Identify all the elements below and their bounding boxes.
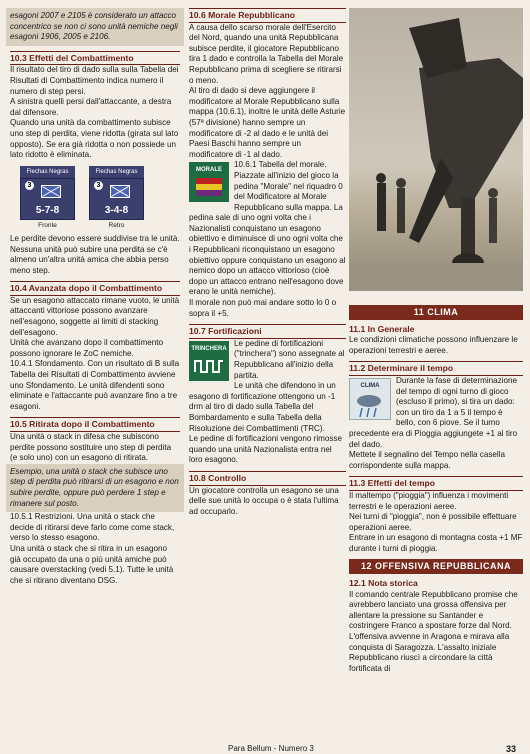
paragraph: 10.6.1 Tabella del morale. Piazzate all'inizio del gioco la pedina "Morale" nel riquadro 0 del Modificatore al Morale Repubblicano sulla mappa. La pedina sale di uno ogni volta che i Nazionalisti conquistano un esagono obiettivo e diminuisce di uno ogni volta che i Repubblicani riconquistano un esagono obiettivo oppure conquistano un esagono al nemico dopo un attacco vittorioso (cioè dopo un attacco entrano nell'esagono dove erano le unità nemiche).: [189, 160, 346, 297]
counter-caption: Fronte: [38, 222, 57, 230]
heading-11-1: 11.1 In Generale: [349, 323, 415, 334]
paragraph: Le unità che difendono in un esagono di fortificazione ottengono un -1 drm al tiro di dado sulla Tabella del Bombardamento e sulla Tabella della Risoluzione dei Combattimenti (TRC).: [189, 381, 336, 433]
paragraph: 10.5.1 Restrizioni. Una unità o stack che decide di ritirarsi deve farlo come come stack, verso lo stesso esagono.: [10, 512, 175, 543]
infantry-symbol-icon: [110, 185, 130, 198]
heading-10-3: 10.3 Effetti del Combattimento: [10, 51, 180, 66]
paragraph: Mettete il segnalino del Tempo nella casella corrispondente sulla mappa.: [349, 450, 505, 470]
magazine-title: Para Bellum - Numero 3: [228, 744, 314, 753]
heading-11-3: 11.3 Effetti del tempo: [349, 476, 523, 491]
counter-strength: 5-7-8: [35, 204, 60, 216]
column-3: [349, 300, 523, 674]
paragraph: Durante la fase di determinazione del tempo di ogni turno di gioco (escluso il primo), si tira un dado: con un tiro da 1 a 5 il tempo è bello, con 6 piove. Se il turno precedente era di Pioggia aggiungete +1 al tiro del dado.: [349, 375, 518, 449]
heading-10-7: 10.7 Fortificazioni: [189, 324, 346, 339]
rain-cloud-icon: [350, 392, 388, 420]
heading-10-8: 10.8 Controllo: [189, 471, 346, 486]
heading-10-5: 10.5 Ritirata dopo il Combattimento: [10, 417, 180, 432]
paragraph: Una unità o stack che si ritira in un esagono già occupato da una o più unità amiche può causare overstacking (vedi 5.1). Tutte le unità che si ritirano diventano DSG.: [10, 543, 174, 585]
paragraph: Il risultato del tiro di dado sulla sulla Tabella dei Risultati di Combattimento indica numero il numero di step persi.: [10, 65, 179, 96]
infantry-symbol-icon: [41, 185, 61, 198]
counter-number: 3: [25, 181, 34, 190]
paragraph: Unità che avanzano dopo il combattimento possono ignorare le ZoC nemiche.: [10, 338, 163, 358]
paragraph: Le pedine di fortificazioni ("trinchera") sono assegnate al Repubblicano all'inizio della partita.: [234, 338, 345, 380]
counter-back: [89, 166, 144, 232]
paragraph: Il comando centrale Repubblicano promise che avrebbero lanciato una grossa offensiva per allentare la pressione su Santander e costringere Franco a spostare forze dal Nord. L'offensiva avvenne in Aragona e mirava alla conquista di Saragozza. L'assalto iniziale Repubblicano riuscì a circondare la città fortificata di: [349, 589, 518, 673]
trench-counter-icon: TRINCHERA: [189, 341, 229, 381]
heading-11-2: 11.2 Determinare il tempo: [349, 361, 523, 376]
counter-number: 3: [94, 181, 103, 190]
counter-caption: Retro: [108, 222, 125, 230]
section-band-12: 12 OFFENSIVA REPUBBLICANA: [349, 559, 523, 574]
counter-front: [20, 166, 75, 232]
paragraph: Un giocatore controlla un esagono se una delle sue unità lo occupa o è stata l'ultima ad occuparlo.: [189, 485, 339, 516]
column-1: [10, 8, 180, 586]
paragraph: Le pedine di fortificazioni vengono rimosse quando una unità Nazionalista entra nel loro esagono.: [189, 434, 342, 465]
heading-10-4: 10.4 Avanzata dopo il Combattimento: [10, 281, 180, 296]
paragraph: Il maltempo ("pioggia") influenza i movimenti terrestri e le operazioni aeree.: [349, 490, 509, 511]
heading-10-6: 10.6 Morale Repubblicano: [189, 8, 346, 23]
paragraph: Il morale non può mai andare sotto lo 0 o sopra il +5.: [189, 298, 337, 318]
republican-flag-icon: [196, 178, 222, 196]
paragraph: Entrare in un esagono di montagna costa +1 MF durante i turni di pioggia.: [349, 533, 523, 553]
example-box: Esempio, una unità o stack che subisce uno step di perdita può ritirarsi di un esagono e non subire perdite, oppure può perdere 1 step e rimanere sul posto.: [6, 464, 184, 512]
aircraft-photo: [349, 8, 523, 291]
page-number: 33: [505, 744, 516, 754]
counter-strength: 3-4-8: [104, 204, 129, 216]
paragraph: Se un esagono attaccato rimane vuoto, le unità attaccanti vittoriose possono avanzare nell'esagono, soggette ai limiti di stacking dell'esagono.: [10, 295, 180, 337]
paragraph: Le perdite devono essere suddivise tra le unità.: [10, 233, 180, 243]
paragraph: Quando una unità da combattimento subisce uno step di perdita, viene ridotta (girata sul lato opposto). Se era già ridotta o non possiede un lato ridotto è eliminata.: [10, 118, 179, 160]
morale-counter-icon: MORALE: [189, 162, 229, 202]
paragraph: A sinistra quelli persi dall'attaccante, a destra dal difensore.: [10, 97, 172, 117]
paragraph: Nei turni di "pioggia", non è possibile effettuare operazioni aeree.: [349, 512, 517, 532]
counter-examples: [20, 166, 180, 232]
paragraph: 10.4.1 Sfondamento. Con un risultato di B sulla Tabella dei Risultati di Combattimento avviene uno Sfondamento. Le unità difendenti sono eliminate e l'attaccante può avanzare fino a tre esagoni.: [10, 359, 180, 411]
section-band-11: 11 CLIMA: [349, 305, 523, 320]
heading-12-1: 12.1 Nota storica: [349, 578, 418, 589]
intro-note-box: esagoni 2007 e 2105 è considerato un attacco concentrico se non ci sono unità nemiche negli esagoni 1906, 2005 e 2106.: [6, 8, 184, 46]
paragraph: Nessuna unità può subire una perdita se c'è almeno un'altra unità amica che abbia perso meno step.: [10, 244, 169, 275]
counter-tag: Flechas Negras: [20, 166, 75, 179]
paragraph: Le condizioni climatiche possono influenzare le operazioni terrestri e aeree.: [349, 335, 518, 355]
paragraph: Una unità o stack in difesa che subiscono perdite possono sostituire uno step di perdita (e solo uno) con un esagono di ritirata.: [10, 432, 172, 463]
column-2: [189, 8, 346, 517]
paragraph: A causa dello scarso morale dell'Esercito del Nord, quando una unità Repubblicana subisce perdite, il giocatore Repubblicano tira 1 dado e controlla la Tabella del Morale Repubblicano prima di scegliere se ritirarsi o meno.: [189, 22, 344, 85]
counter-tag: Flechas Negras: [89, 166, 144, 179]
paragraph: Al tiro di dado si deve aggiungere il modificatore al Morale Repubblicano sulla mappa (10.6.1), inoltre le unità delle Asturie (57ª divisione) hanno sempre un modificatore di -2 al dado e le unità dei Paesi Baschi hanno sempre un modificatore di -1 al dado.: [189, 86, 346, 159]
weather-counter-icon: CLIMA: [349, 378, 391, 420]
